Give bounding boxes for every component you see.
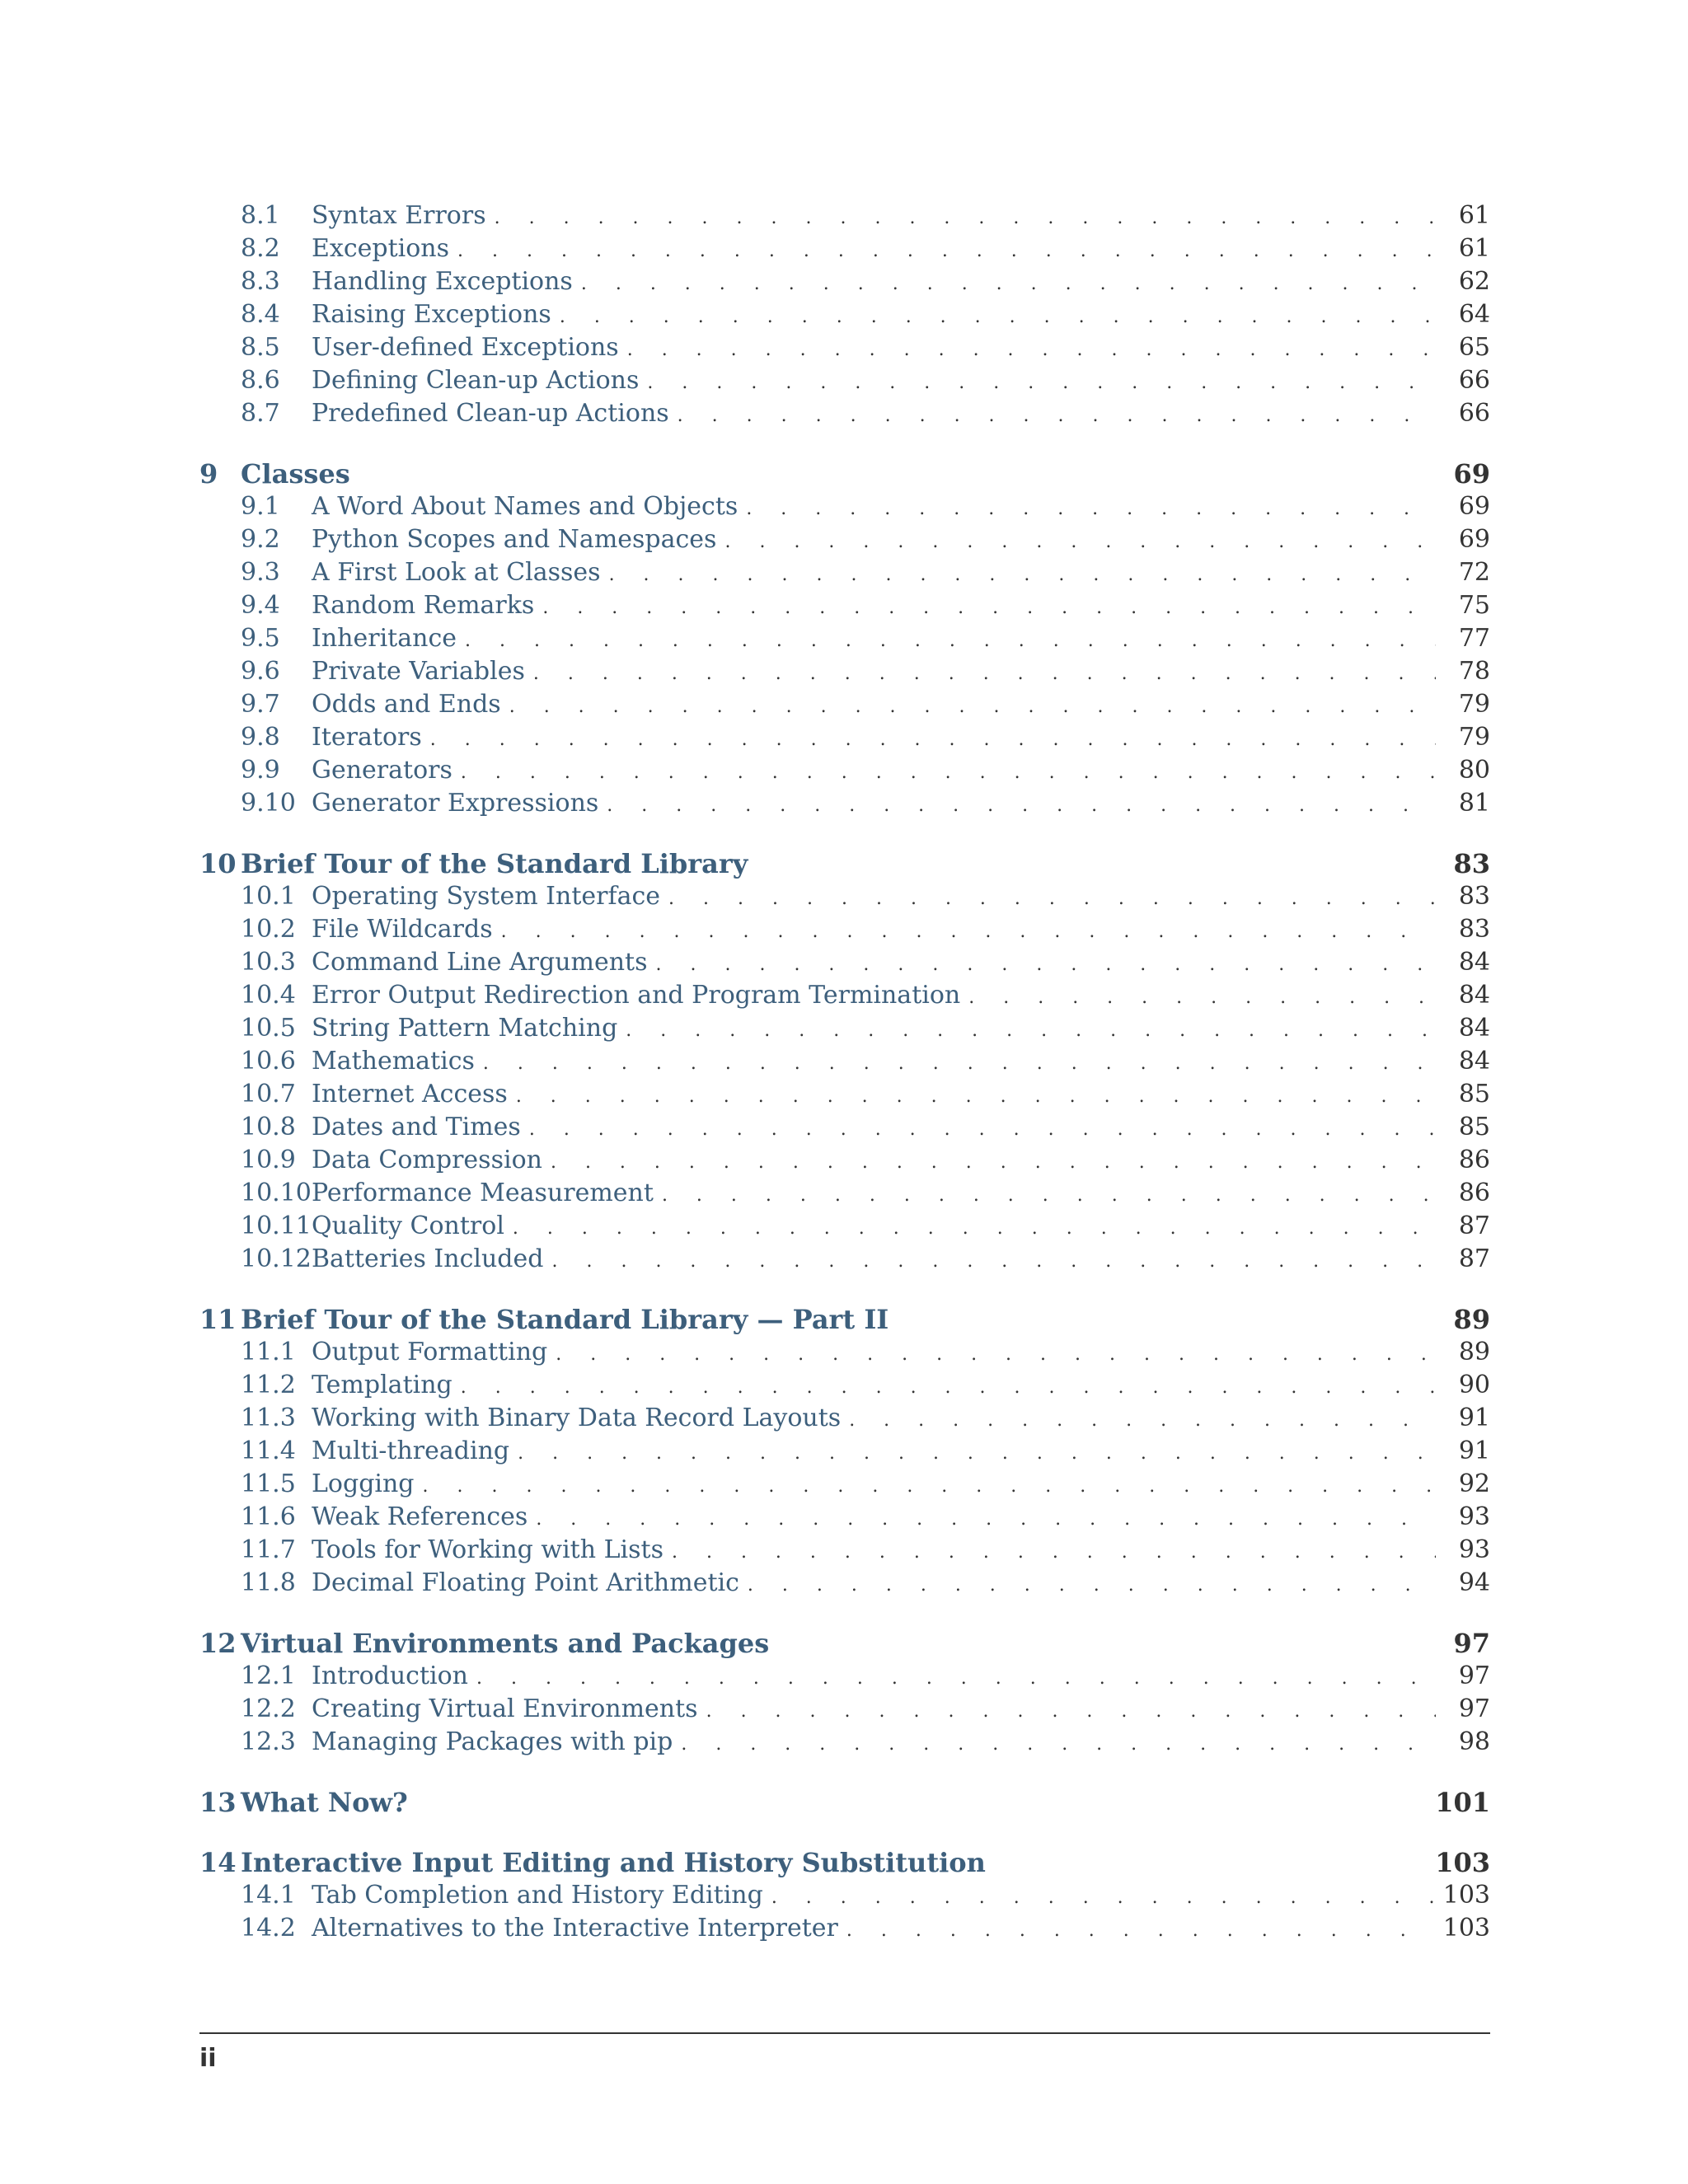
section-number: 9.7 <box>241 690 280 719</box>
section-title-link[interactable]: Python Scopes and Namespaces <box>312 525 717 554</box>
dot-leader <box>551 1245 1436 1276</box>
section-title-link[interactable]: Inheritance <box>312 624 457 653</box>
dot-leader <box>672 1536 1436 1567</box>
section-number: 10.9 <box>241 1146 296 1174</box>
section-title-link[interactable]: Tab Completion and History Editing <box>312 1881 763 1910</box>
toc-section-entry[interactable] <box>199 1879 1490 1912</box>
toc-section-entry[interactable] <box>199 1045 1490 1078</box>
section-number: 8.7 <box>241 399 280 428</box>
section-title-link[interactable]: Templating <box>312 1371 452 1399</box>
section-title-link[interactable]: Raising Exceptions <box>312 300 551 329</box>
toc-section-entry[interactable] <box>199 1336 1490 1369</box>
chapter-number: 9 <box>199 458 218 490</box>
dot-leader <box>968 982 1436 1012</box>
section-title-link[interactable]: Private Variables <box>312 657 525 686</box>
section-page-number: 61 <box>1458 234 1490 263</box>
section-title-link[interactable]: Output Formatting <box>312 1338 548 1366</box>
section-number: 9.3 <box>241 558 280 587</box>
section-number: 9.5 <box>241 624 280 653</box>
section-number: 8.5 <box>241 333 280 362</box>
section-page-number: 87 <box>1458 1212 1490 1240</box>
footer-divider <box>199 2032 1490 2034</box>
toc-section-entry[interactable] <box>199 880 1490 913</box>
section-page-number: 62 <box>1458 267 1490 296</box>
toc-section-entry[interactable] <box>199 754 1490 787</box>
section-page-number: 89 <box>1458 1338 1490 1366</box>
section-title-link[interactable]: Weak References <box>312 1502 528 1531</box>
section-page-number: 91 <box>1458 1436 1490 1465</box>
section-number: 12.2 <box>241 1694 296 1723</box>
section-title-link[interactable]: Exceptions <box>312 234 450 263</box>
dot-leader <box>542 592 1436 622</box>
section-page-number: 84 <box>1458 1014 1490 1043</box>
section-title-link[interactable]: Multi-threading <box>312 1436 510 1465</box>
section-title-link[interactable]: Tools for Working with Lists <box>312 1535 663 1564</box>
section-number: 11.4 <box>241 1436 296 1465</box>
section-page-number: 66 <box>1458 366 1490 395</box>
section-number: 9.8 <box>241 723 280 752</box>
section-number: 11.2 <box>241 1371 296 1399</box>
dot-leader <box>518 1437 1436 1468</box>
toc-section-entry[interactable] <box>199 1144 1490 1177</box>
section-page-number: 85 <box>1458 1080 1490 1108</box>
section-title-link[interactable]: Random Remarks <box>312 591 535 620</box>
section-number: 10.2 <box>241 915 296 944</box>
chapter-page-number: 89 <box>1453 1304 1490 1335</box>
section-page-number: 79 <box>1458 723 1490 752</box>
section-page-number: 93 <box>1458 1535 1490 1564</box>
toc-section-entry[interactable] <box>199 622 1490 655</box>
section-number: 11.6 <box>241 1502 296 1531</box>
dot-leader <box>581 268 1436 298</box>
section-page-number: 66 <box>1458 399 1490 428</box>
dot-leader <box>556 1338 1436 1369</box>
section-page-number: 69 <box>1458 492 1490 521</box>
dot-leader <box>509 691 1436 721</box>
section-page-number: 69 <box>1458 525 1490 554</box>
chapter-title-link[interactable]: What Now? <box>241 1787 408 1818</box>
dot-leader <box>746 493 1436 523</box>
section-title-link[interactable]: User-defined Exceptions <box>312 333 619 362</box>
toc-section-entry[interactable] <box>199 1078 1490 1111</box>
section-title-link[interactable]: Working with Binary Data Record Layouts <box>312 1404 842 1432</box>
dot-leader <box>461 1371 1436 1402</box>
section-page-number: 97 <box>1458 1694 1490 1723</box>
dot-leader <box>461 757 1436 787</box>
toc-section-entry[interactable] <box>199 523 1490 556</box>
section-page-number: 87 <box>1458 1244 1490 1273</box>
chapter-page-number: 97 <box>1453 1628 1490 1659</box>
section-number: 10.4 <box>241 981 296 1010</box>
section-page-number: 85 <box>1458 1113 1490 1141</box>
dot-leader <box>647 367 1436 397</box>
toc-section-entry[interactable] <box>199 1111 1490 1144</box>
toc-section-entry[interactable] <box>199 298 1490 331</box>
dot-leader <box>681 1728 1436 1759</box>
section-page-number: 75 <box>1458 591 1490 620</box>
chapter-title-link[interactable]: Brief Tour of the Standard Library — Part II <box>241 1304 889 1335</box>
section-number: 8.3 <box>241 267 280 296</box>
toc-section-entry[interactable] <box>199 490 1490 523</box>
section-title-link[interactable]: Error Output Redirection and Program Termination <box>312 981 961 1010</box>
dot-leader <box>724 526 1436 556</box>
section-number: 10.11 <box>241 1212 312 1240</box>
section-page-number: 79 <box>1458 690 1490 719</box>
section-title-link[interactable]: Decimal Floating Point Arithmetic <box>312 1568 739 1597</box>
dot-leader <box>849 1404 1436 1435</box>
toc-chapter-entry[interactable] <box>199 1303 1490 1336</box>
section-page-number: 84 <box>1458 981 1490 1010</box>
dot-leader <box>706 1695 1436 1726</box>
chapter-page-number: 69 <box>1453 458 1490 490</box>
dot-leader <box>609 559 1436 589</box>
toc-section-entry[interactable] <box>199 1468 1490 1501</box>
section-title-link[interactable]: Generator Expressions <box>312 789 599 818</box>
dot-leader <box>560 301 1436 331</box>
section-page-number: 93 <box>1458 1502 1490 1531</box>
section-number: 10.8 <box>241 1113 296 1141</box>
section-title-link[interactable]: Internet Access <box>312 1080 508 1108</box>
dot-leader <box>423 1470 1436 1501</box>
dot-leader <box>668 883 1436 913</box>
section-number: 9.10 <box>241 789 296 818</box>
section-title-link[interactable]: Command Line Arguments <box>312 948 648 977</box>
section-title-link[interactable]: Alternatives to the Interactive Interpreter <box>312 1914 838 1943</box>
section-number: 9.1 <box>241 492 280 521</box>
chapter-number: 13 <box>199 1787 237 1818</box>
section-page-number: 94 <box>1458 1568 1490 1597</box>
toc-section-entry[interactable] <box>199 655 1490 688</box>
dot-leader <box>483 1047 1436 1078</box>
section-title-link[interactable]: Dates and Times <box>312 1113 521 1141</box>
chapter-page-number: 103 <box>1435 1847 1490 1878</box>
section-title-link[interactable]: Batteries Included <box>312 1244 544 1273</box>
section-page-number: 81 <box>1458 789 1490 818</box>
dot-leader <box>430 724 1436 754</box>
section-page-number: 65 <box>1458 333 1490 362</box>
section-number: 11.3 <box>241 1404 296 1432</box>
section-title-link[interactable]: Defining Clean-up Actions <box>312 366 640 395</box>
toc-section-entry[interactable] <box>199 1369 1490 1402</box>
page-number: ii <box>199 2044 217 2073</box>
section-page-number: 61 <box>1458 201 1490 230</box>
dot-leader <box>501 916 1436 946</box>
toc-section-entry[interactable] <box>199 556 1490 589</box>
section-title-link[interactable]: Handling Exceptions <box>312 267 573 296</box>
dot-leader <box>495 202 1436 232</box>
dot-leader <box>533 658 1436 688</box>
section-page-number: 80 <box>1458 756 1490 785</box>
section-number: 10.7 <box>241 1080 296 1108</box>
toc-section-entry[interactable] <box>199 364 1490 397</box>
dot-leader <box>626 1015 1436 1045</box>
chapter-title-link[interactable]: Classes <box>241 458 350 490</box>
dot-leader <box>678 400 1436 430</box>
section-page-number: 92 <box>1458 1469 1490 1498</box>
section-number: 10.6 <box>241 1047 296 1076</box>
section-page-number: 97 <box>1458 1661 1490 1690</box>
dot-leader <box>551 1146 1436 1177</box>
toc-section-entry[interactable] <box>199 1501 1490 1534</box>
toc-chapter-entry[interactable] <box>199 1786 1490 1819</box>
section-title-link[interactable]: A First Look at Classes <box>312 558 601 587</box>
section-title-link[interactable]: Predefined Clean-up Actions <box>312 399 669 428</box>
toc-section-entry[interactable] <box>199 1912 1490 1945</box>
dot-leader <box>607 790 1436 820</box>
section-number: 9.4 <box>241 591 280 620</box>
section-number: 11.8 <box>241 1568 296 1597</box>
toc-chapter-entry[interactable] <box>199 457 1490 490</box>
section-page-number: 83 <box>1458 882 1490 911</box>
toc-section-entry[interactable] <box>199 721 1490 754</box>
section-title-link[interactable]: Syntax Errors <box>312 201 486 230</box>
section-number: 8.6 <box>241 366 280 395</box>
section-number: 10.10 <box>241 1179 312 1207</box>
section-number: 14.2 <box>241 1914 296 1943</box>
section-title-link[interactable]: Operating System Interface <box>312 882 661 911</box>
section-title-link[interactable]: String Pattern Matching <box>312 1014 618 1043</box>
toc-section-entry[interactable] <box>199 1534 1490 1567</box>
toc-section-entry[interactable] <box>199 913 1490 946</box>
section-number: 8.1 <box>241 201 280 230</box>
section-number: 11.1 <box>241 1338 296 1366</box>
chapter-number: 12 <box>199 1628 237 1659</box>
section-title-link[interactable]: Generators <box>312 756 452 785</box>
toc-section-entry[interactable] <box>199 1012 1490 1045</box>
toc-section-entry[interactable] <box>199 1726 1490 1759</box>
toc-section-entry[interactable] <box>199 589 1490 622</box>
section-page-number: 98 <box>1458 1727 1490 1756</box>
toc-section-entry[interactable] <box>199 265 1490 298</box>
section-title-link[interactable]: Managing Packages with pip <box>312 1727 673 1756</box>
section-page-number: 86 <box>1458 1146 1490 1174</box>
toc-section-entry[interactable] <box>199 787 1490 820</box>
toc-section-entry[interactable] <box>199 1210 1490 1243</box>
section-title-link[interactable]: Odds and Ends <box>312 690 501 719</box>
section-title-link[interactable]: Iterators <box>312 723 422 752</box>
toc-section-entry[interactable] <box>199 1177 1490 1210</box>
section-number: 12.3 <box>241 1727 296 1756</box>
section-page-number: 78 <box>1458 657 1490 686</box>
section-page-number: 84 <box>1458 1047 1490 1076</box>
toc-chapter-entry[interactable] <box>199 847 1490 880</box>
toc-section-entry[interactable] <box>199 199 1490 232</box>
dot-leader <box>465 625 1436 655</box>
section-number: 10.12 <box>241 1244 312 1273</box>
dot-leader <box>662 1179 1436 1210</box>
section-title-link[interactable]: File Wildcards <box>312 915 493 944</box>
section-page-number: 103 <box>1442 1914 1490 1943</box>
chapter-number: 14 <box>199 1847 237 1878</box>
chapter-page-number: 83 <box>1453 848 1490 879</box>
section-page-number: 103 <box>1442 1881 1490 1910</box>
section-title-link[interactable]: Quality Control <box>312 1212 504 1240</box>
chapter-title-link[interactable]: Brief Tour of the Standard Library <box>241 848 748 879</box>
dot-leader <box>476 1662 1436 1693</box>
section-number: 8.2 <box>241 234 280 263</box>
chapter-title-link[interactable]: Interactive Input Editing and History Substitution <box>241 1847 986 1878</box>
section-title-link[interactable]: Logging <box>312 1469 415 1498</box>
section-number: 11.5 <box>241 1469 296 1498</box>
section-number: 11.7 <box>241 1535 296 1564</box>
dot-leader <box>771 1882 1436 1912</box>
section-number: 14.1 <box>241 1881 296 1910</box>
toc-section-entry[interactable] <box>199 232 1490 265</box>
section-title-link[interactable]: Performance Measurement <box>312 1179 654 1207</box>
toc-section-entry[interactable] <box>199 1435 1490 1468</box>
toc-section-entry[interactable] <box>199 331 1490 364</box>
toc-chapter-entry[interactable] <box>199 1846 1490 1879</box>
section-number: 9.2 <box>241 525 280 554</box>
toc-section-entry[interactable] <box>199 1402 1490 1435</box>
chapter-number: 11 <box>199 1304 237 1335</box>
dot-leader <box>536 1503 1436 1534</box>
toc-section-entry[interactable] <box>199 1693 1490 1726</box>
dot-leader <box>516 1080 1436 1111</box>
section-title-link[interactable]: A Word About Names and Objects <box>312 492 738 521</box>
toc-section-entry[interactable] <box>199 946 1490 979</box>
dot-leader <box>748 1569 1436 1600</box>
section-page-number: 90 <box>1458 1371 1490 1399</box>
toc-section-entry[interactable] <box>199 1243 1490 1276</box>
toc-section-entry[interactable] <box>199 397 1490 430</box>
dot-leader <box>627 334 1436 364</box>
toc-section-entry[interactable] <box>199 688 1490 721</box>
section-number: 9.6 <box>241 657 280 686</box>
toc-chapter-entry[interactable] <box>199 1627 1490 1660</box>
section-number: 9.9 <box>241 756 280 785</box>
section-title-link[interactable]: Creating Virtual Environments <box>312 1694 698 1723</box>
section-page-number: 91 <box>1458 1404 1490 1432</box>
section-page-number: 72 <box>1458 558 1490 587</box>
chapter-page-number: 101 <box>1435 1787 1490 1818</box>
section-page-number: 77 <box>1458 624 1490 653</box>
section-page-number: 83 <box>1458 915 1490 944</box>
toc-section-entry[interactable] <box>199 979 1490 1012</box>
toc-section-entry[interactable] <box>199 1567 1490 1600</box>
dot-leader <box>846 1915 1436 1945</box>
section-page-number: 64 <box>1458 300 1490 329</box>
section-title-link[interactable]: Introduction <box>312 1661 468 1690</box>
toc-section-entry[interactable] <box>199 1660 1490 1693</box>
section-number: 12.1 <box>241 1661 296 1690</box>
dot-leader <box>513 1212 1436 1243</box>
section-number: 10.1 <box>241 882 296 911</box>
chapter-number: 10 <box>199 848 237 879</box>
chapter-title-link[interactable]: Virtual Environments and Packages <box>241 1628 770 1659</box>
dot-leader <box>529 1113 1436 1144</box>
section-number: 10.5 <box>241 1014 296 1043</box>
table-of-contents <box>199 199 1490 1945</box>
dot-leader <box>656 949 1437 979</box>
dot-leader <box>457 235 1436 265</box>
section-page-number: 84 <box>1458 948 1490 977</box>
section-number: 10.3 <box>241 948 296 977</box>
section-title-link[interactable]: Data Compression <box>312 1146 542 1174</box>
section-number: 8.4 <box>241 300 280 329</box>
section-title-link[interactable]: Mathematics <box>312 1047 475 1076</box>
section-page-number: 86 <box>1458 1179 1490 1207</box>
